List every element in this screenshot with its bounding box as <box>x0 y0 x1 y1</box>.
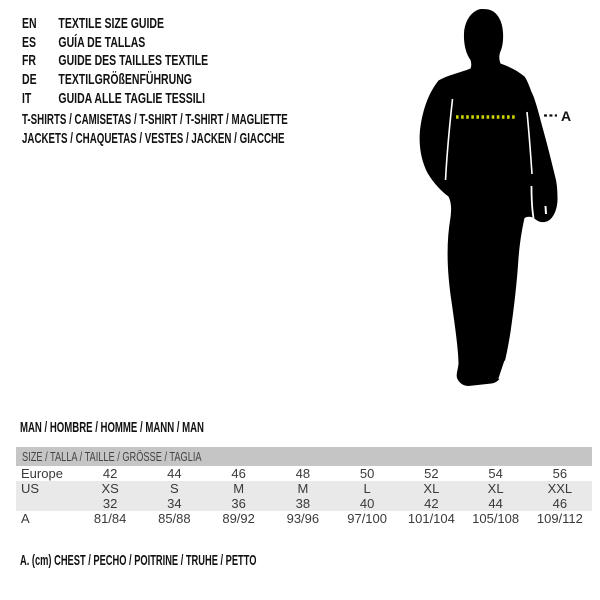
size-cell: XXL <box>547 481 573 496</box>
size-cell: L <box>363 481 371 496</box>
measurement-a-label: A <box>561 108 572 124</box>
size-cell: 109/112 <box>536 511 583 526</box>
size-cell: XS <box>101 481 119 496</box>
language-title: GUÍA DE TALLAS <box>58 33 146 51</box>
size-cell: 38 <box>295 496 311 511</box>
size-cell: M <box>297 481 309 496</box>
size-cell: 46 <box>231 466 246 481</box>
size-cell: XL <box>423 481 440 496</box>
language-code: IT <box>22 89 32 107</box>
section-title-man: MAN / HOMBRE / HOMME / MANN / MAN <box>20 419 204 436</box>
language-title: GUIDA ALLE TAGLIE TESSILI <box>58 89 206 107</box>
size-cell: 40 <box>359 496 375 511</box>
table-row-us <box>16 481 592 496</box>
size-cell: M <box>233 481 245 496</box>
size-cell: 32 <box>102 496 118 511</box>
size-table-header <box>16 447 592 466</box>
finger-notch <box>546 206 547 214</box>
size-cell: 97/100 <box>347 511 387 526</box>
size-cell: 93/96 <box>286 511 320 526</box>
size-cell: 44 <box>488 496 503 511</box>
size-cell: 48 <box>295 466 311 481</box>
size-cell: 101/104 <box>407 511 455 526</box>
language-code: ES <box>22 33 37 51</box>
size-cell: 42 <box>102 466 118 481</box>
language-code: FR <box>22 52 36 70</box>
category-line-tshirts: T-SHIRTS / CAMISETAS / T-SHIRT / T-SHIRT / MAGLIETTE <box>22 111 288 128</box>
size-cell: 89/92 <box>222 511 255 526</box>
language-title: GUIDE DES TAILLES TEXTILE <box>58 52 209 70</box>
language-code: DE <box>22 71 37 89</box>
language-title: TEXTILE SIZE GUIDE <box>58 15 165 32</box>
row-label: A <box>21 511 30 526</box>
table-row-europe <box>16 466 592 481</box>
size-cell: 54 <box>488 466 503 481</box>
language-code: EN <box>22 15 37 32</box>
size-table-header-label: SIZE / TALLA / TAILLE / GRÖSSE / TAGLIA <box>22 449 202 464</box>
man-silhouette <box>420 9 558 386</box>
row-label: US <box>21 481 40 496</box>
size-cell: 56 <box>552 466 568 481</box>
measurement-footnote: A. (cm) CHEST / PECHO / POITRINE / TRUHE / PETTO <box>20 552 257 569</box>
size-cell: 81/84 <box>93 511 127 526</box>
size-cell: 52 <box>424 466 439 481</box>
size-cell: 34 <box>167 496 182 511</box>
category-line-jackets: JACKETS / CHAQUETAS / VESTES / JACKEN / GIACCHE <box>22 130 285 147</box>
size-table <box>16 447 592 526</box>
size-cell: XL <box>487 481 504 496</box>
language-title: TEXTILGRÖßENFÜHRUNG <box>58 71 192 89</box>
size-cell: 44 <box>167 466 182 481</box>
size-cell: 46 <box>552 496 568 511</box>
size-cell: 105/108 <box>472 511 520 526</box>
size-cell: 36 <box>231 496 246 511</box>
table-row-numeric <box>16 496 592 511</box>
row-label: Europe <box>21 466 63 481</box>
size-cell: 42 <box>424 496 439 511</box>
size-cell: 85/88 <box>158 511 191 526</box>
size-cell: 50 <box>359 466 375 481</box>
size-cell: S <box>170 481 179 496</box>
table-row-a-chest <box>16 511 592 526</box>
